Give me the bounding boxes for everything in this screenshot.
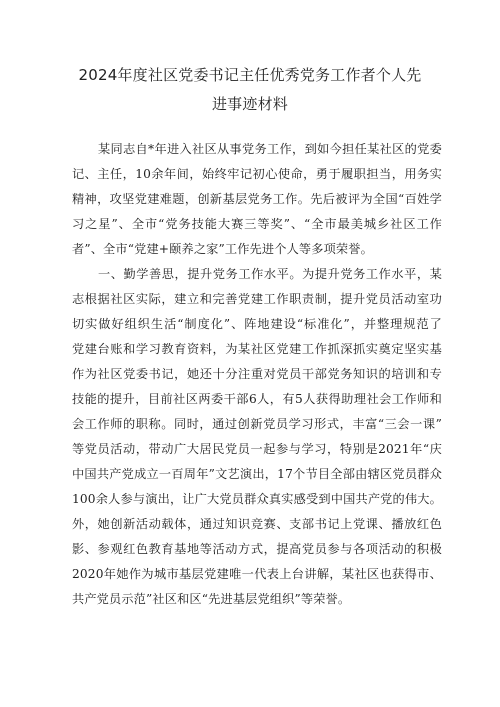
paragraph-line: 习之星”、全市“党务技能大赛三等奖”、“全市最美城乡社区工作 [72,217,442,231]
paragraph-line: 2020年她作为城市基层党建唯一代表上台讲解，某社区也获得市、 [72,567,442,581]
paragraph-line: 技能的提升，目前社区两委干部6人，有5人获得助理社会工作师和 [72,392,442,406]
paragraph-line: 作为社区党委书记，她还十分注重对党员干部党务知识的培训和专 [72,367,442,381]
paragraph-line: 某同志自*年进入社区从事党务工作，到如今担任某社区的党委 [98,142,442,156]
paragraph-line: 等党员活动，带动广大居民党员一起参与学习，特别是2021年“庆 [72,442,442,456]
paragraph-line: 一、勤学善思，提升党务工作水平。为提升党务工作水平，某 [98,267,442,281]
paragraph-line: 中国共产党成立一百周年”文艺演出，17个节目全部由辖区党员群众 [72,467,442,481]
document-title-line-1: 2024年度社区党委书记主任优秀党务工作者个人先 [78,66,422,84]
paragraph-line: 党建台账和学习教育资料，为某社区党建工作抓深抓实奠定坚实基 [72,342,442,356]
paragraph-line: 会工作师的职称。同时，通过创新党员学习形式，丰富“三会一课” [72,417,442,431]
paragraph-line: 记、主任，10余年间，始终牢记初心使命，勇于履职担当，用务实 [72,167,442,181]
paragraph-line: 志根据社区实际，建立和完善党建工作职责制，提升党员活动室功 [72,292,442,306]
paragraph-line: 影、参观红色教育基地等活动方式，提高党员参与各项活动的积极 [72,542,442,556]
paragraph-line: 外，她创新活动载体，通过知识竞赛、支部书记上党课、播放红色 [72,517,442,531]
paragraph-line: 者”、全市“党建+颐养之家”工作先进个人等多项荣誉。 [72,242,373,256]
paragraph-line: 共产党员示范”社区和区“先进基层党组织”等荣誉。 [72,592,351,606]
paragraph-line: 100余人参与演出，让广大党员群众真实感受到中国共产党的伟大。 [72,492,442,506]
paragraph-line: 精神，攻坚党建难题，创新基层党务工作。先后被评为全国“百姓学 [72,192,442,206]
paragraph-line: 切实做好组织生活“制度化”、阵地建设“标准化”，并整理规范了 [72,317,442,331]
document-title-line-2: 进事迹材料 [211,95,288,113]
